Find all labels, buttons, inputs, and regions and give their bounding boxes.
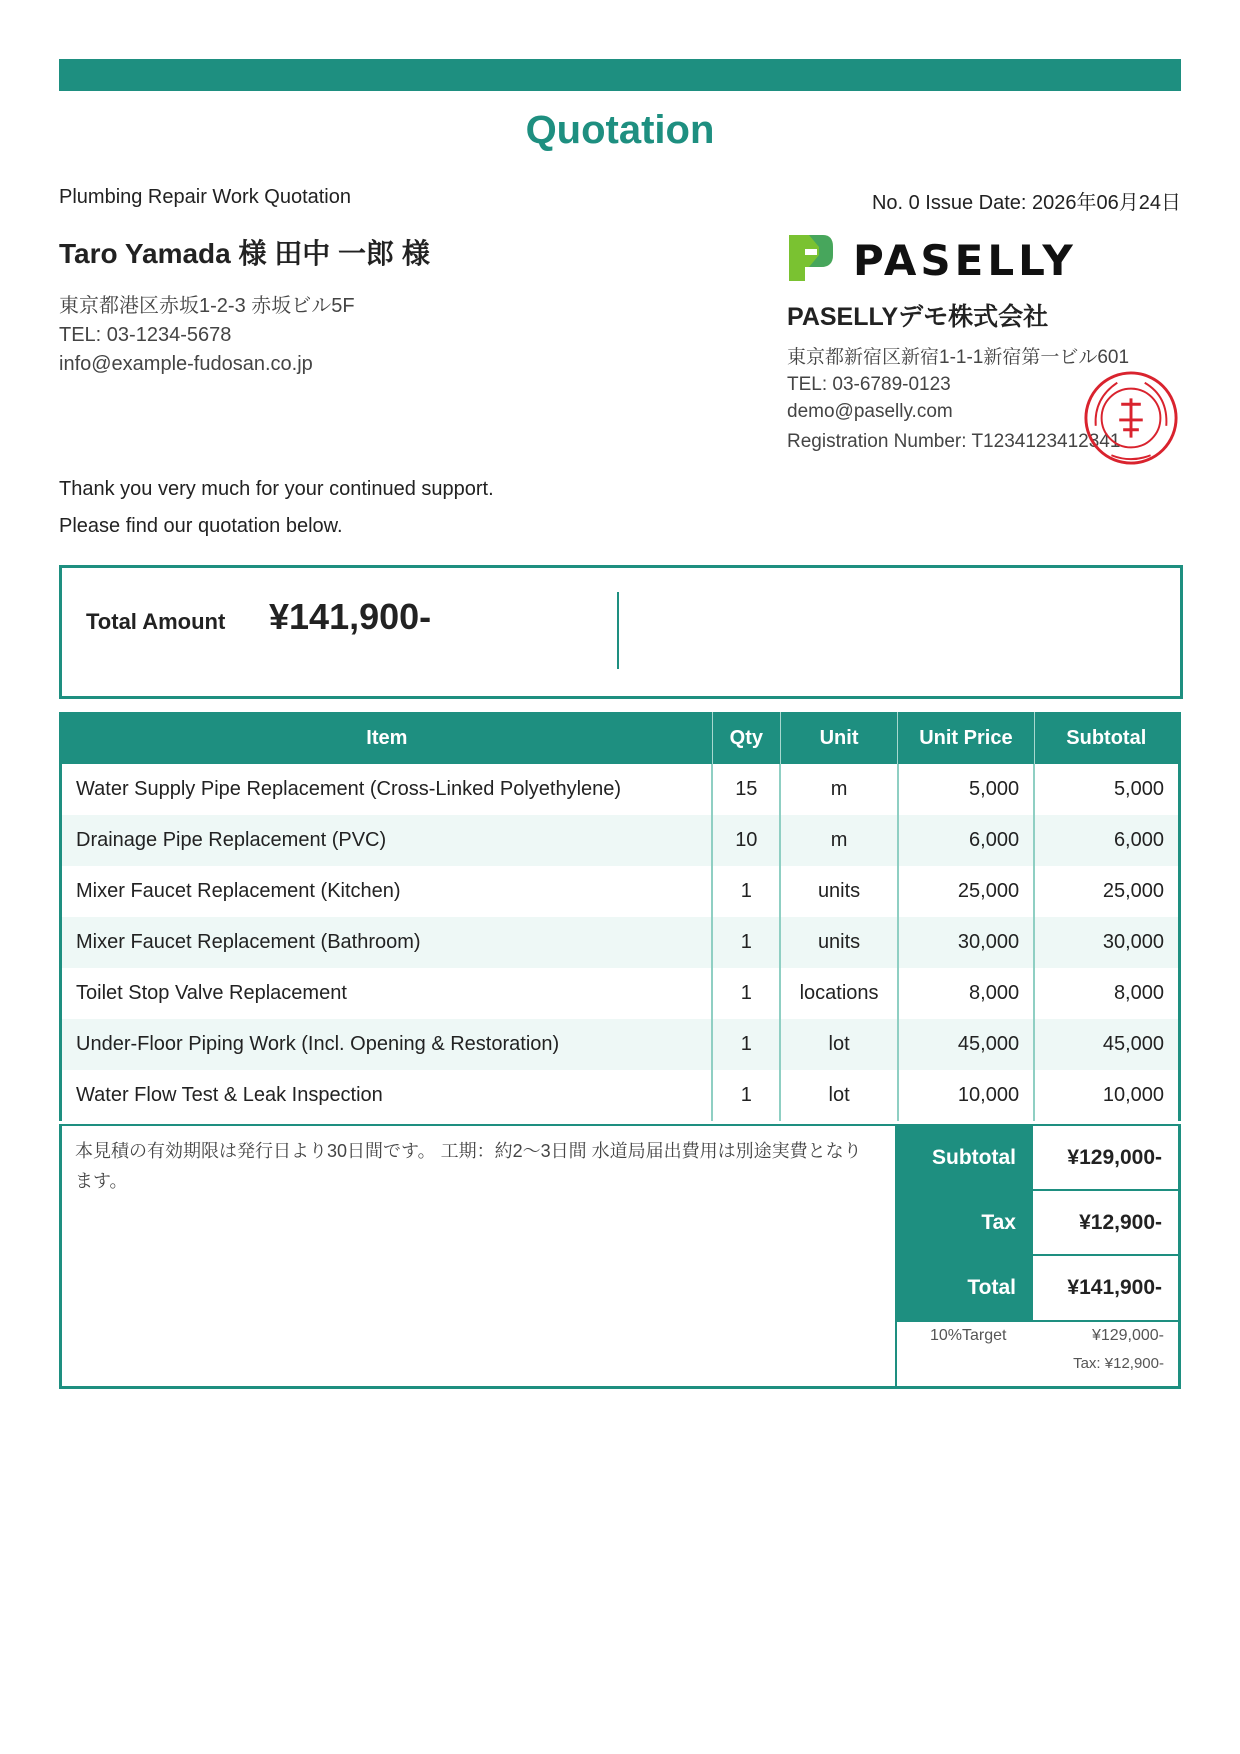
total-box-divider: [617, 592, 619, 669]
customer-name: Taro Yamada 様 田中 一郎 様: [59, 238, 430, 269]
cell-unit-price: 10,000: [898, 1070, 1034, 1121]
cell-unit-price: 30,000: [898, 917, 1034, 968]
company-logo: [787, 231, 1087, 283]
cell-qty: 1: [712, 1070, 780, 1121]
table-row: [61, 866, 1180, 917]
cell-qty: 1: [712, 968, 780, 1019]
summary-subtotal-label: Subtotal: [932, 1146, 1016, 1169]
cell-unit: m: [780, 764, 897, 815]
cell-qty: 1: [712, 917, 780, 968]
tax-target-value: ¥129,000-: [1091, 1327, 1164, 1344]
document-title: Quotation: [525, 108, 715, 152]
table-row: [61, 764, 1180, 815]
cell-item: Water Flow Test & Leak Inspection: [61, 1070, 713, 1121]
cell-unit: units: [780, 866, 897, 917]
col-header-subtotal: Subtotal: [1034, 712, 1179, 764]
customer-info: [59, 292, 355, 379]
greeting-line-2: Please find our quotation below.: [59, 515, 343, 537]
cell-unit-price: 45,000: [898, 1019, 1034, 1070]
cell-unit: m: [780, 815, 897, 866]
cell-item: Under-Floor Piping Work (Incl. Opening & Restoration): [61, 1019, 713, 1070]
cell-subtotal: 45,000: [1034, 1019, 1179, 1070]
table-header-row: [61, 712, 1180, 764]
summary-bottom-line: [896, 1320, 1178, 1322]
cell-unit: units: [780, 917, 897, 968]
top-accent-bar: [59, 59, 1181, 91]
company-name: PASELLYデモ株式会社: [787, 303, 1049, 331]
summary-total-value: ¥141,900-: [1067, 1276, 1162, 1299]
summary-tax-value: ¥12,900-: [1079, 1211, 1162, 1234]
company-tel: TEL: 03-6789-0123: [787, 374, 951, 395]
cell-qty: 15: [712, 764, 780, 815]
cell-item: Mixer Faucet Replacement (Kitchen): [61, 866, 713, 917]
company-email: demo@paselly.com: [787, 401, 953, 422]
col-header-item: Item: [61, 712, 713, 764]
col-header-qty: Qty: [712, 712, 780, 764]
table-row: [61, 917, 1180, 968]
tax-amount: Tax: ¥12,900-: [1073, 1355, 1164, 1372]
cell-qty: 1: [712, 1019, 780, 1070]
cell-unit: lot: [780, 1070, 897, 1121]
cell-item: Mixer Faucet Replacement (Bathroom): [61, 917, 713, 968]
summary-separator: [1031, 1254, 1178, 1256]
cell-unit-price: 8,000: [898, 968, 1034, 1019]
company-info: [787, 344, 1129, 425]
cell-unit: lot: [780, 1019, 897, 1070]
summary-separator: [1031, 1189, 1178, 1191]
cell-item: Water Supply Pipe Replacement (Cross-Linked Polyethylene): [61, 764, 713, 815]
cell-subtotal: 25,000: [1102, 880, 1164, 902]
cell-subtotal: 10,000: [1102, 1084, 1164, 1106]
total-amount-label: Total Amount: [86, 609, 226, 634]
summary-tax-label: Tax: [981, 1211, 1016, 1234]
table-row: [61, 815, 1180, 866]
total-amount-value: ¥141,900-: [269, 596, 432, 637]
notes-text: 本見積の有効期限は発行日より30日間です。 工期：約2〜3日間 水道局届出費用は別途実費となります。: [75, 1141, 862, 1191]
col-header-unit: Unit: [780, 712, 897, 764]
tax-target-label: 10%Target: [930, 1327, 1007, 1344]
customer-address: 東京都港区赤坂1-2-3 赤坂ビル5F: [59, 295, 355, 317]
cell-item: Toilet Stop Valve Replacement: [61, 968, 713, 1019]
table-row: [61, 1019, 1180, 1070]
cell-qty: 1: [712, 866, 780, 917]
issue-info: No. 0 Issue Date: 2026年06月24日: [871, 192, 1181, 214]
cell-subtotal: 8,000: [1113, 982, 1164, 1004]
total-amount-box: [59, 565, 1183, 699]
cell-unit-price: 6,000: [898, 815, 1034, 866]
cell-subtotal: 5,000: [1113, 778, 1164, 800]
table-row: [61, 968, 1180, 1019]
summary-total-label: Total: [967, 1276, 1016, 1299]
customer-tel: TEL: 03-1234-5678: [59, 324, 232, 346]
logo-wordmark: PASELLY: [853, 236, 1077, 283]
table-row: [61, 1070, 1180, 1121]
quotation-subject: Plumbing Repair Work Quotation: [59, 186, 351, 208]
cell-subtotal: 30,000: [1034, 917, 1179, 968]
cell-unit: locations: [780, 968, 897, 1019]
line-items-table: [59, 712, 1181, 1121]
cell-unit-price: 5,000: [898, 764, 1034, 815]
cell-qty: 10: [712, 815, 780, 866]
registration-number: Registration Number: T1234123412341: [787, 431, 1121, 452]
cell-item: Drainage Pipe Replacement (PVC): [61, 815, 713, 866]
cell-unit-price: 25,000: [898, 866, 1034, 917]
company-seal-stamp: [1082, 369, 1180, 467]
company-address: 東京都新宿区新宿1-1-1新宿第一ビル601: [787, 347, 1130, 368]
greeting-line-1: Thank you very much for your continued support.: [59, 478, 494, 500]
customer-email: info@example-fudosan.co.jp: [59, 353, 313, 375]
col-header-unit-price: Unit Price: [898, 712, 1034, 764]
summary-subtotal-value: ¥129,000-: [1067, 1146, 1162, 1169]
cell-subtotal: 6,000: [1034, 815, 1179, 866]
